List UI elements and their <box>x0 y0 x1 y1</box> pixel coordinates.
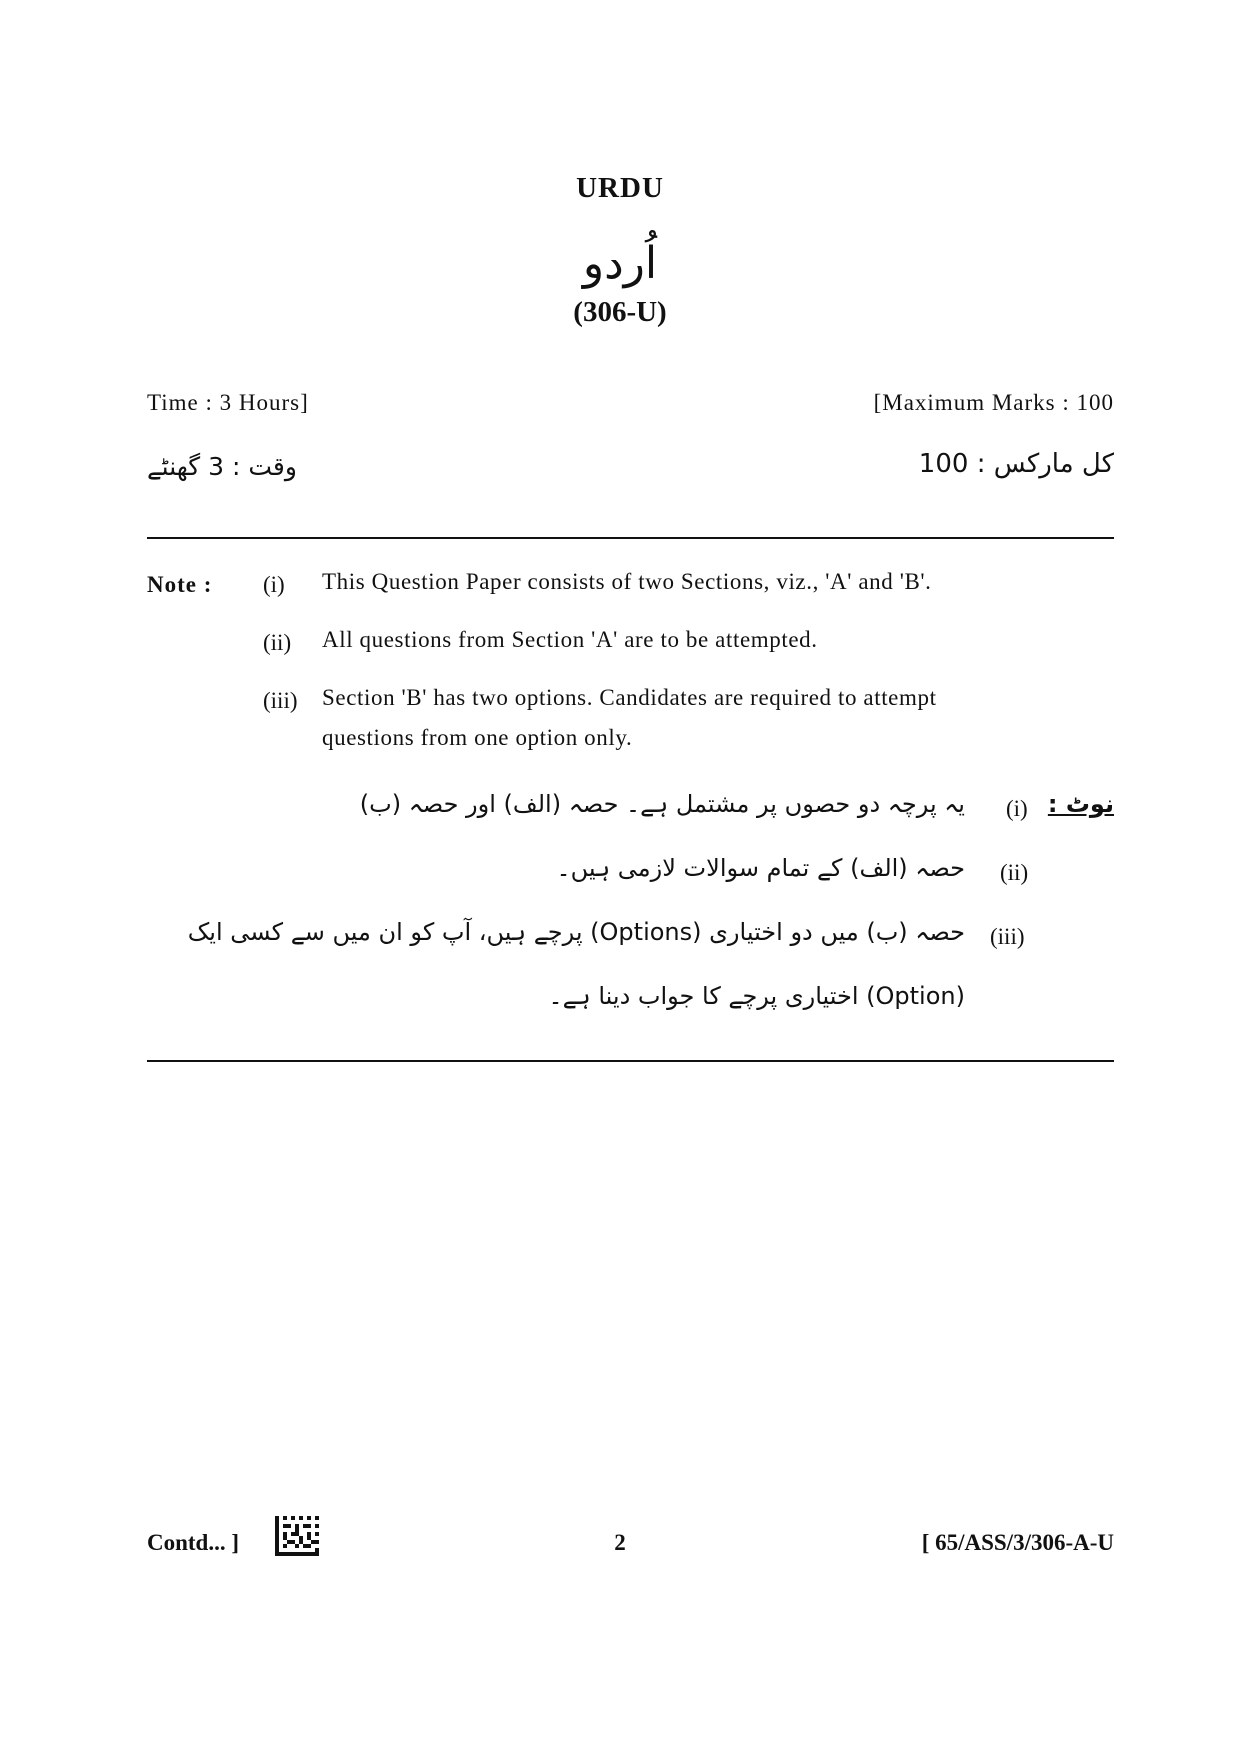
divider-top <box>147 537 1114 539</box>
note-urdu-item-number: (ii) <box>1000 860 1029 885</box>
note-urdu-item-number: (i) <box>1006 796 1028 821</box>
note-item-text <box>322 620 1114 660</box>
note-item-number: (iii) <box>263 688 298 713</box>
maximum-marks: [Maximum Marks : 100 <box>873 390 1114 415</box>
note-urdu-item-number: (iii) <box>990 924 1025 949</box>
note-item-number: (ii) <box>263 630 292 655</box>
divider-bottom <box>147 1060 1114 1062</box>
subject-code: (306-U) <box>573 296 667 328</box>
contd-label: Contd... ] <box>147 1530 240 1555</box>
note-item-3-line1: Section 'B' has two options. Candidates are required to attempt <box>322 685 937 710</box>
note-urdu-item-3-line2: (Option) اختیاری پرچے کا جواب دینا ہے۔ <box>548 982 965 1010</box>
note-item-1-text: This Question Paper consists of two Sections, viz., 'A' and 'B'. <box>322 569 932 594</box>
note-item-text <box>322 562 1114 602</box>
time-allowed: Time : 3 Hours] <box>147 390 309 415</box>
page-number: 2 <box>614 1530 626 1555</box>
note-item-number: (i) <box>263 572 285 597</box>
note-label-urdu: نوٹ : <box>1047 790 1114 818</box>
subject-title-urdu: اُردو <box>582 238 658 289</box>
note-item-2-text: All questions from Section 'A' are to be attempted. <box>322 627 818 652</box>
note-label: Note : <box>147 572 213 597</box>
maximum-marks-urdu: کل مارکس : 100 <box>918 449 1114 479</box>
note-urdu-item-1-text: یہ پرچہ دو حصوں پر مشتمل ہے۔ حصہ (الف) اور حصہ (ب) <box>359 790 965 818</box>
paper-code: [ 65/ASS/3/306-A-U <box>921 1530 1114 1555</box>
note-urdu-item-3-line1: حصہ (ب) میں دو اختیاری (Options) پرچے ہیں، آپ کو ان میں سے کسی ایک <box>187 918 965 946</box>
time-allowed-urdu: وقت : 3 گھنٹے <box>147 452 297 481</box>
note-urdu-item-2-text: حصہ (الف) کے تمام سوالات لازمی ہیں۔ <box>556 854 965 882</box>
subject-title: URDU <box>576 172 664 204</box>
note-item-3-line2: questions from one option only. <box>322 725 633 750</box>
